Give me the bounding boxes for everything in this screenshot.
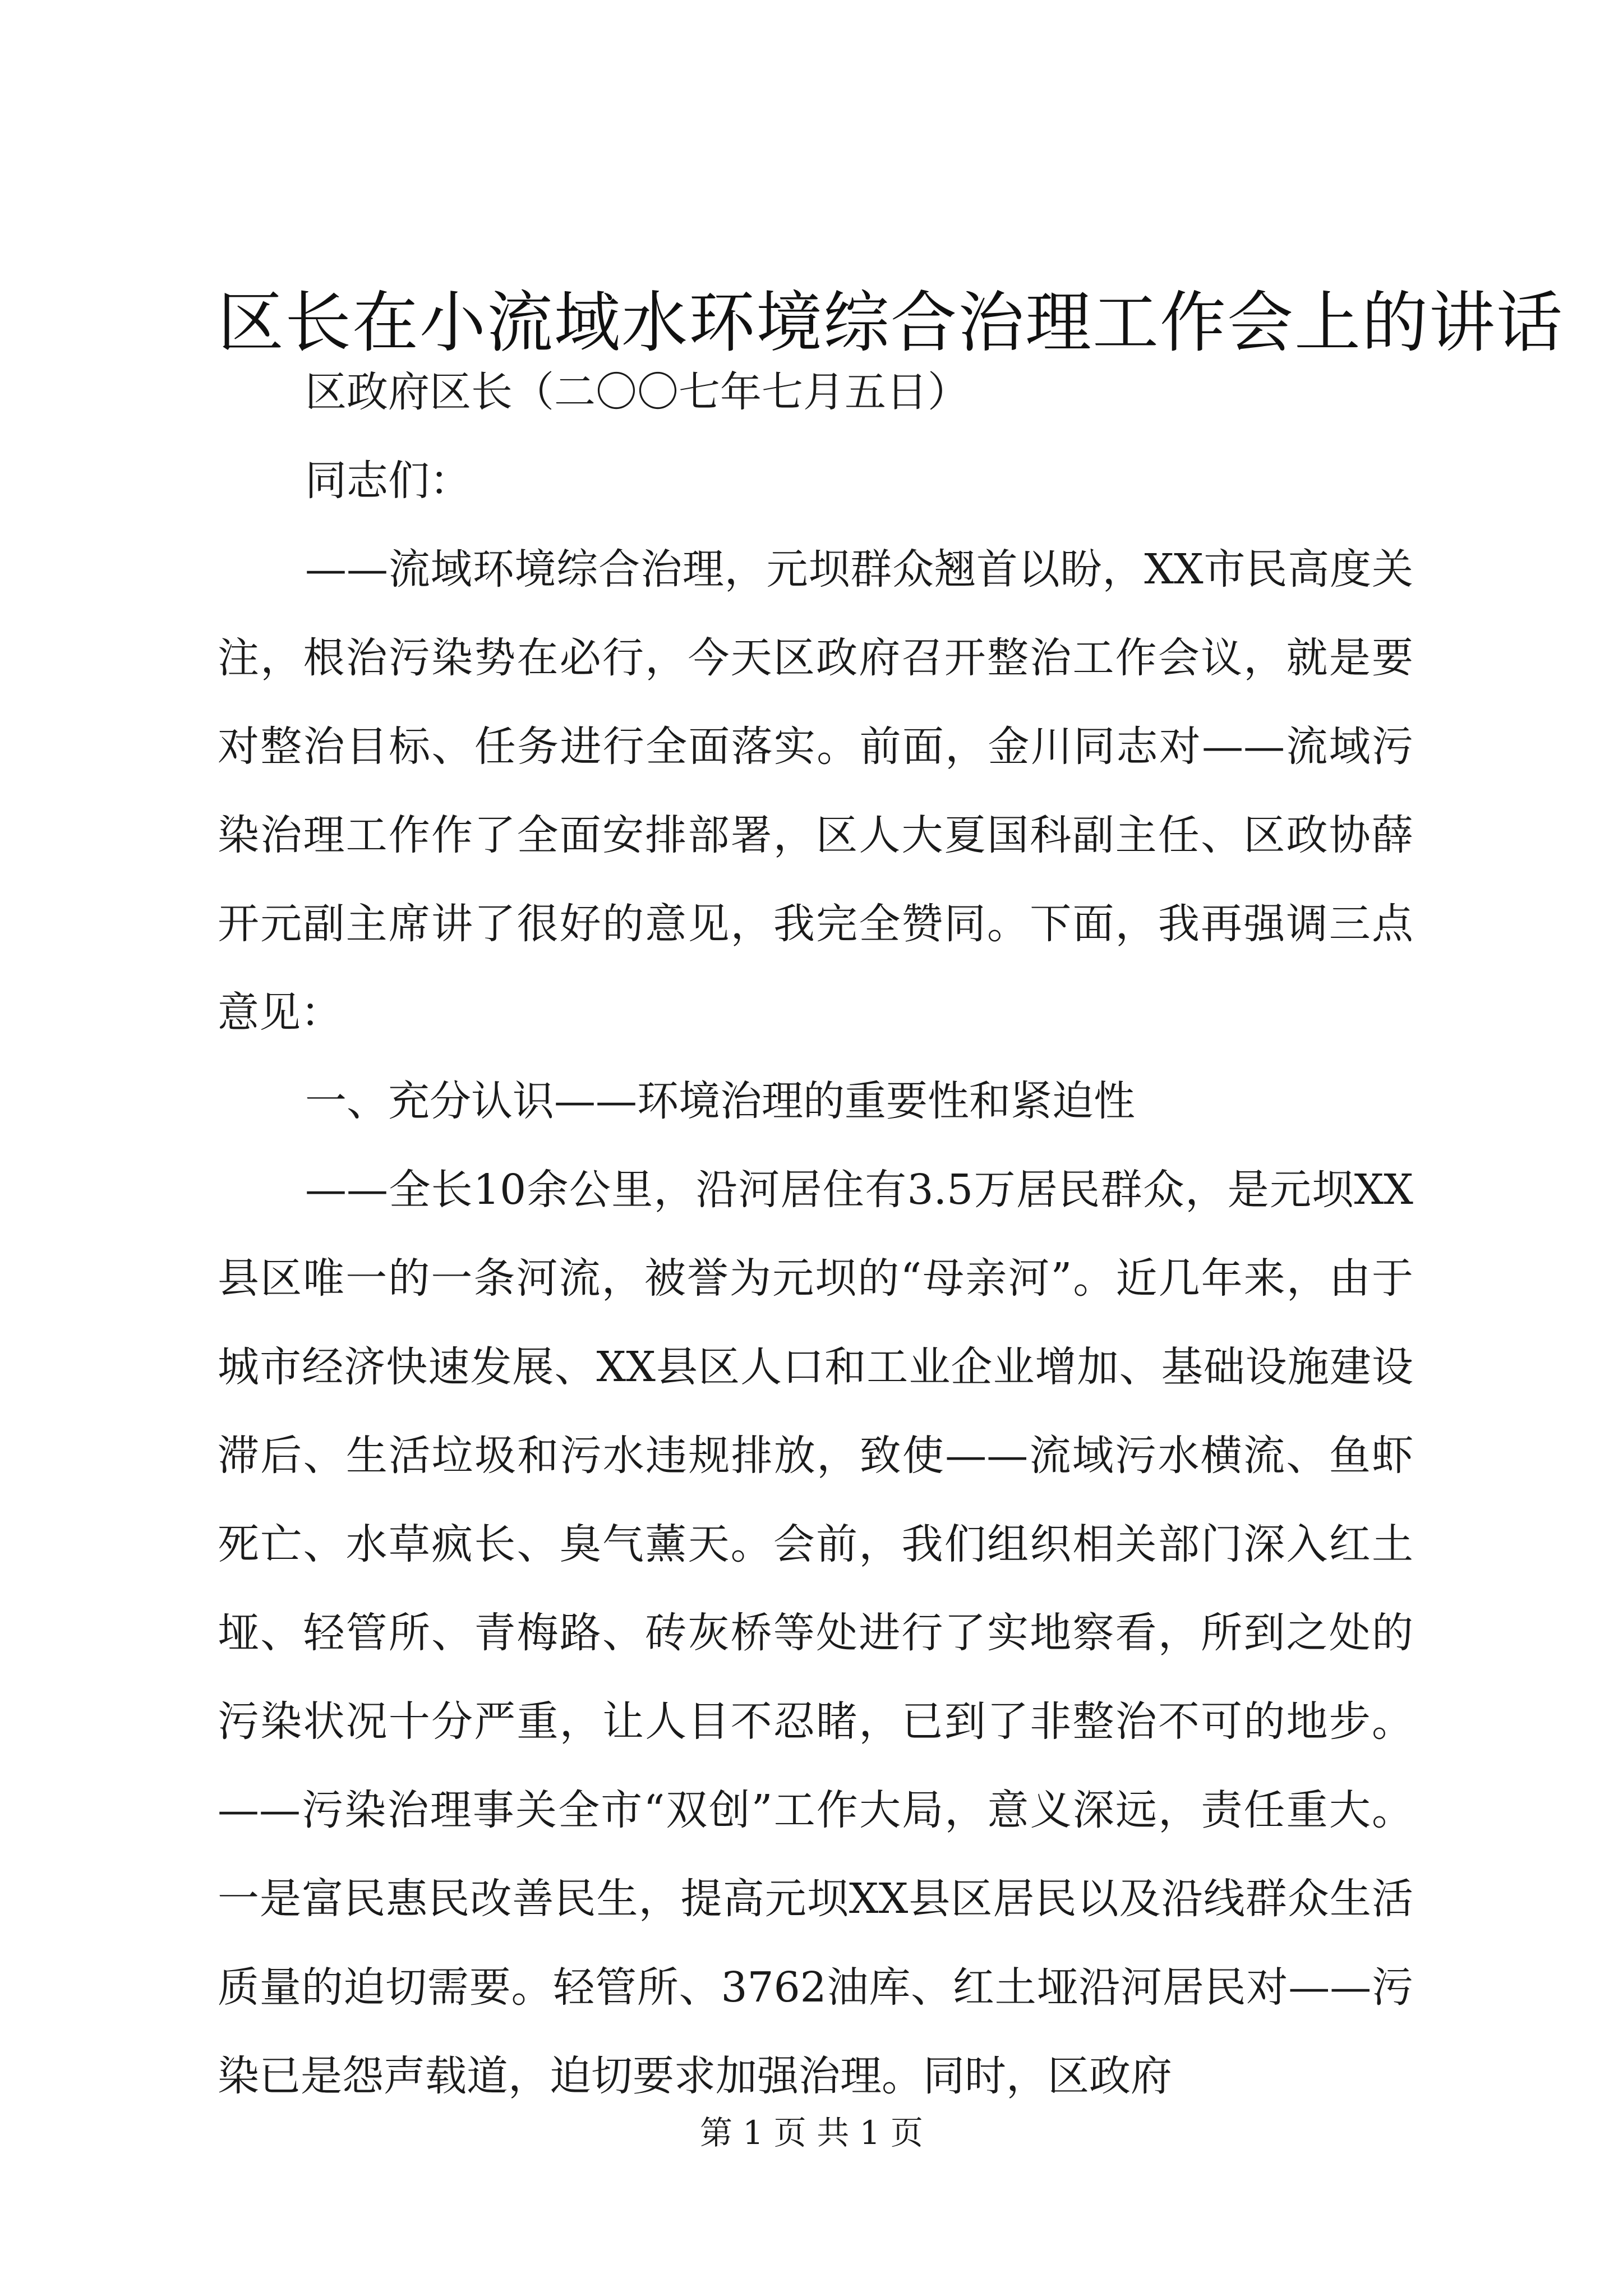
document-title: 区长在小流域水环境综合治理工作会上的讲话	[218, 284, 1564, 361]
salutation: 同志们：	[305, 457, 471, 505]
page-footer: 第 1 页 共 1 页	[700, 2114, 923, 2152]
section-heading-1: 一、充分认识——环境治理的重要性和紧迫性	[305, 1077, 1135, 1125]
paragraph-body: ——全长10余公里，沿河居住有3.5万居民群众，是元坝XX县区唯一的一条河流，被誉为元坝的“母亲河”。近几年来，由于城市经济快速发展、XX县区人口和工业企业增加、基础设施建设滞后、生活垃圾和污水违规排放，致使——流域污水横流、鱼虾死亡、水草疯长、臭气薰天。会前，我们组织相关部门深入红土垭、轻管所、青梅路、砖灰桥等处进行了实地察看，所到之处的污染状况十分严重，让人目不忍睹，已到了非整治不可的地步。——污染治理事关全市“双创”工作大局，意义深远，责任重大。一是富民惠民改善民生，提高元坝XX县区居民以及沿线群众生活质量的迫切需要。轻管所、3762油库、红土垭沿河居民对——污染已是怨声载道，迫切要求加强治理。同时，区政府	[218, 1166, 1413, 2100]
document-body	[218, 348, 1413, 2120]
speaker-line: 区政府区长（二〇〇七年七月五日）	[305, 368, 969, 416]
paragraph-intro: ——流域环境综合治理，元坝群众翘首以盼，XX市民高度关注，根治污染势在必行，今天区政府召开整治工作会议，就是要对整治目标、任务进行全面落实。前面，金川同志对——流域污染治理工作作了全面安排部署，区人大夏国科副主任、区政协薛开元副主席讲了很好的意见，我完全赞同。下面，我再强调三点意见：	[218, 545, 1413, 1037]
